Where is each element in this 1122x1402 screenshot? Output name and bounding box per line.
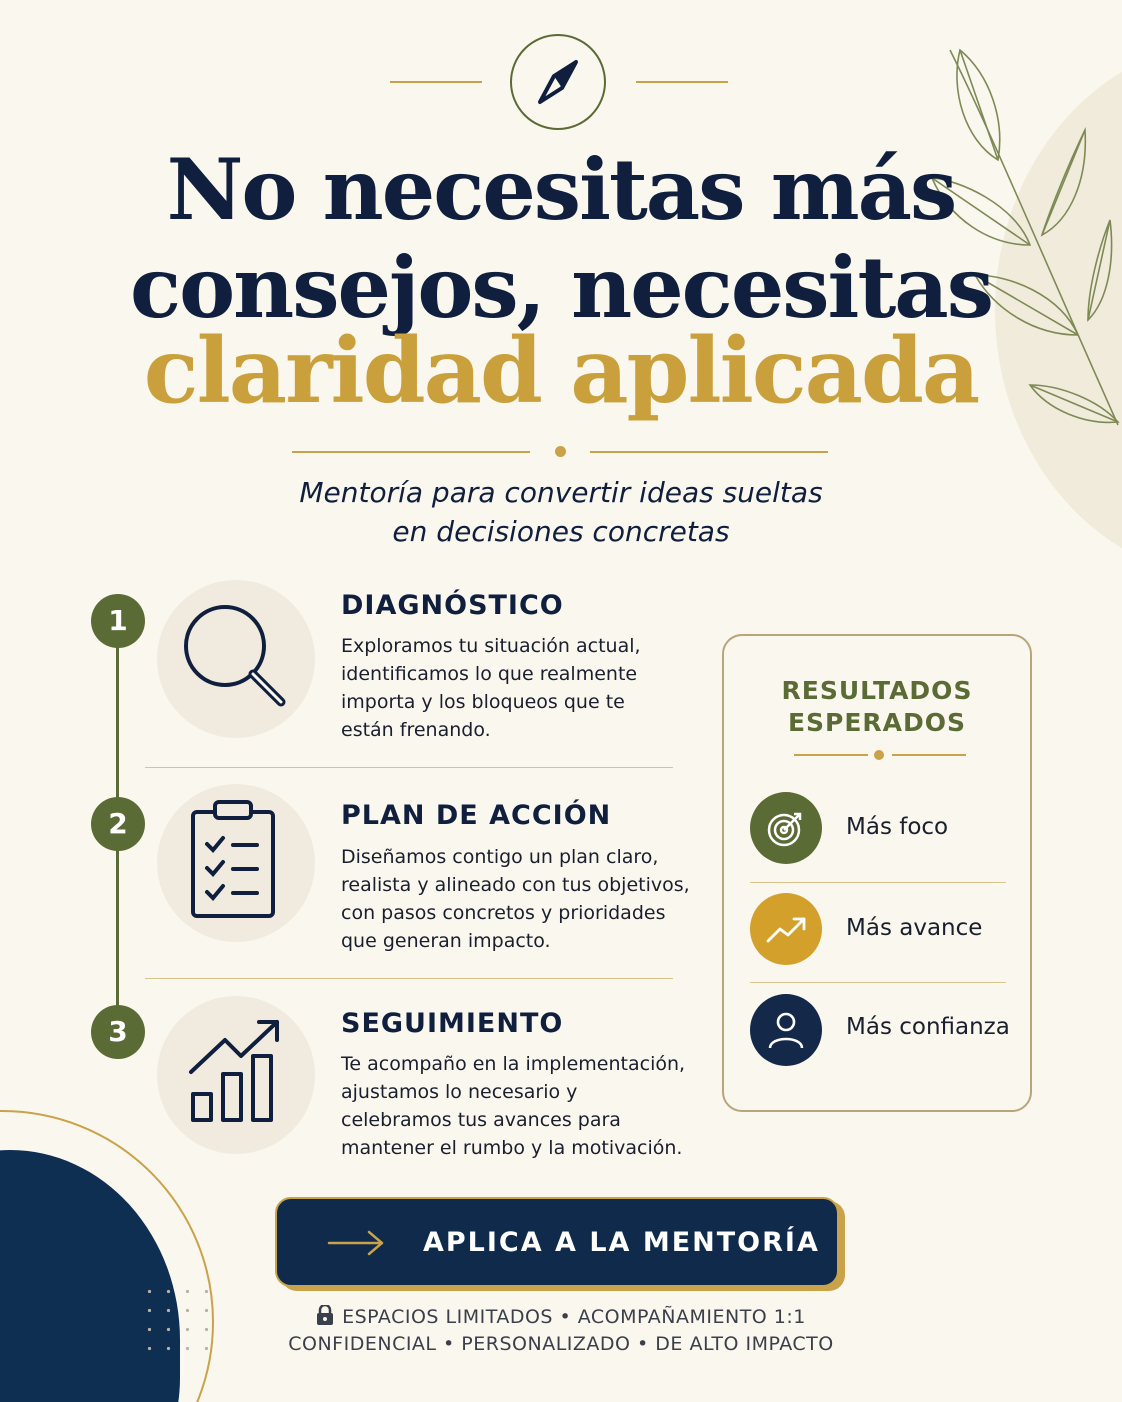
headline-divider-right: [590, 451, 828, 453]
step-2-icon-circle: [157, 784, 315, 942]
results-divider: [750, 982, 1006, 983]
footer-line-1: [0, 1305, 1122, 1328]
step-1-icon-circle: [157, 580, 315, 738]
headline-divider-dot: [555, 446, 566, 457]
result-label-focus: Más foco: [846, 814, 949, 840]
arrow-right-icon: [327, 1229, 385, 1257]
decorative-gold-arc: [0, 1110, 214, 1402]
footer-line-1-text: ESPACIOS LIMITADOS • ACOMPAÑAMIENTO 1:1: [342, 1306, 806, 1328]
headline-line-3: claridad aplicada: [143, 318, 979, 424]
step-divider: [145, 978, 673, 979]
results-title-line-2: ESPERADOS: [787, 708, 967, 737]
subtitle-line-1: Mentoría para convertir ideas sueltas: [299, 476, 823, 509]
headline-line-2: consejos, necesitas: [129, 238, 992, 337]
apply-button-label: APLICA A LA MENTORÍA: [423, 1227, 820, 1258]
step-1-number: 1: [91, 594, 145, 648]
result-label-confidence: Más confianza: [846, 1014, 1010, 1040]
trend-up-icon: [750, 893, 822, 965]
top-divider-right: [636, 81, 728, 83]
step-3-description: Te acompaño en la implementación, ajustamos lo necesario y celebramos tus avances para mantener el rumbo y la motivación.: [341, 1053, 686, 1159]
compass-icon: [532, 56, 584, 108]
top-divider-left: [390, 81, 482, 83]
step-divider: [145, 767, 673, 768]
subtitle-line-2: en decisiones concretas: [392, 515, 730, 548]
step-3-title: SEGUIMIENTO: [341, 1008, 564, 1039]
results-card: [722, 634, 1032, 1112]
step-3-number: 3: [91, 1005, 145, 1059]
growth-chart-icon: [187, 1018, 287, 1124]
results-divider-dot: [874, 750, 884, 760]
headline-line-1: No necesitas más: [166, 140, 956, 239]
results-title-line-1: RESULTADOS: [781, 676, 973, 705]
results-divider-right: [892, 754, 966, 756]
step-3-icon-circle: [157, 996, 315, 1154]
step-2-title: PLAN DE ACCIÓN: [341, 800, 612, 831]
results-divider: [750, 882, 1006, 883]
headline-divider-left: [292, 451, 530, 453]
step-1-title: DIAGNÓSTICO: [341, 590, 564, 621]
magnifier-icon: [181, 602, 291, 712]
apply-button[interactable]: [275, 1197, 839, 1287]
results-divider-left: [794, 754, 868, 756]
person-icon: [750, 994, 822, 1066]
result-label-progress: Más avance: [846, 915, 983, 941]
footer-line-2: CONFIDENCIAL • PERSONALIZADO • DE ALTO IMPACTO: [288, 1333, 834, 1355]
step-2-description: Diseñamos contigo un plan claro, realista y alineado con tus objetivos, con pasos concretos y prioridades que generan impacto.: [341, 846, 690, 952]
clipboard-checklist-icon: [189, 798, 279, 922]
step-2-number: 2: [91, 797, 145, 851]
target-icon: [750, 792, 822, 864]
compass-badge: [510, 34, 606, 130]
step-1-description: Exploramos tu situación actual, identificamos lo que realmente importa y los bloqueos que te están frenando.: [341, 635, 641, 741]
lock-icon: [316, 1305, 334, 1325]
